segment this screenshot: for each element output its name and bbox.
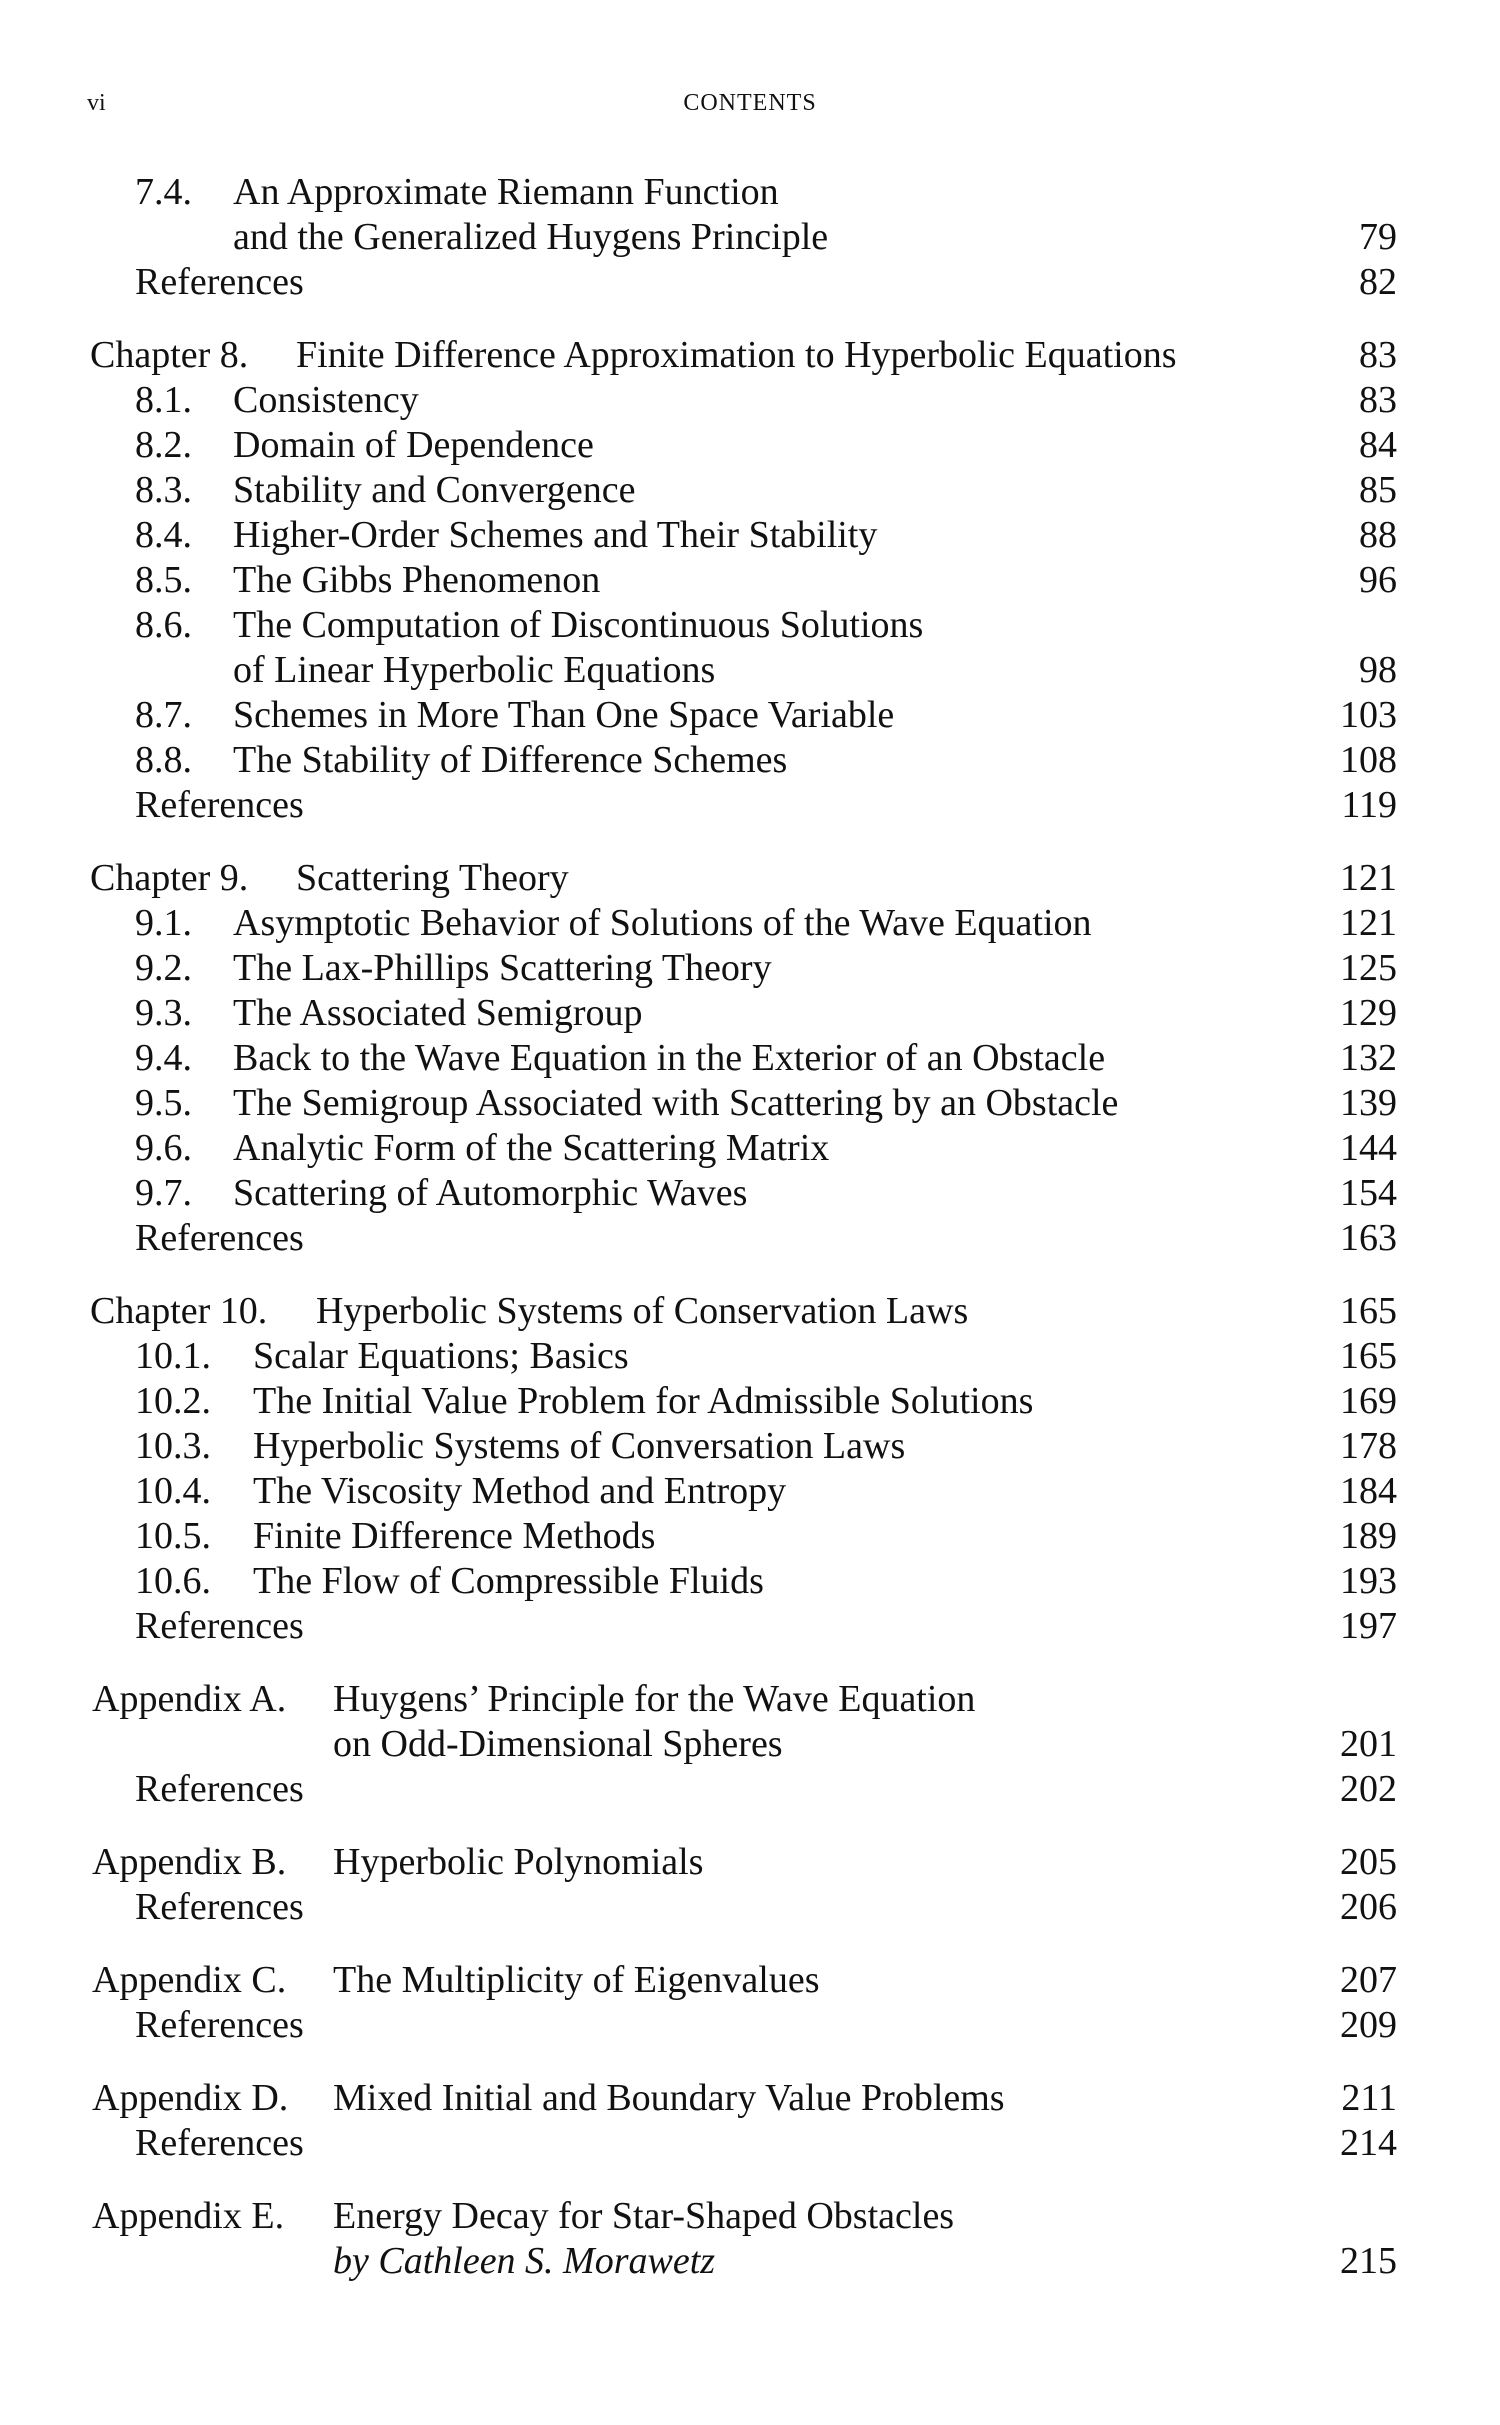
section-gap <box>0 1261 1500 1289</box>
toc-entry-title: Analytic Form of the Scattering Matrix <box>233 1127 830 1169</box>
toc-page-number: 83 <box>1359 379 1397 421</box>
toc-entry-number: 9.2. <box>135 947 192 989</box>
toc-entry-title: Finite Difference Approximation to Hyperbolic Equations <box>296 334 1177 376</box>
toc-references-label: References <box>135 2004 304 2046</box>
toc-entry-title: Hyperbolic Systems of Conservation Laws <box>316 1290 969 1332</box>
toc-page-number: 205 <box>1340 1841 1397 1883</box>
toc-entry-title: The Stability of Difference Schemes <box>233 739 788 781</box>
toc-page-number: 165 <box>1340 1290 1397 1332</box>
toc-entry-title: The Initial Value Problem for Admissible Solutions <box>253 1380 1034 1422</box>
toc-row <box>0 423 1500 468</box>
toc-entry-number: Appendix A. <box>92 1678 287 1720</box>
section-gap <box>0 305 1500 333</box>
toc-row <box>0 2239 1500 2284</box>
toc-page-number: 178 <box>1340 1425 1397 1467</box>
toc-page-number: 154 <box>1340 1172 1397 1214</box>
toc-page-number: 121 <box>1340 857 1397 899</box>
toc-page-number: 163 <box>1340 1217 1397 1259</box>
toc-entry-number: 10.4. <box>135 1470 211 1512</box>
toc-row <box>0 215 1500 260</box>
toc-entry-title: The Semigroup Associated with Scattering by an Obstacle <box>233 1082 1119 1124</box>
toc-entry-title: The Flow of Compressible Fluids <box>253 1560 764 1602</box>
toc-references-label: References <box>135 1768 304 1810</box>
toc-entry-title: Back to the Wave Equation in the Exterior of an Obstacle <box>233 1037 1106 1079</box>
toc-page-number: 85 <box>1359 469 1397 511</box>
toc-row <box>0 2003 1500 2048</box>
toc-row <box>0 1216 1500 1261</box>
toc-entry-title: Consistency <box>233 379 419 421</box>
toc-entry-number: Appendix C. <box>92 1959 287 2001</box>
toc-entry-number: 8.3. <box>135 469 192 511</box>
toc-entry-title: The Computation of Discontinuous Solutions <box>233 604 924 646</box>
toc-page-number: 206 <box>1340 1886 1397 1928</box>
toc-entry-title: on Odd-Dimensional Spheres <box>333 1723 783 1765</box>
toc-page-number: 211 <box>1341 2077 1397 2119</box>
toc-entry-title: Mixed Initial and Boundary Value Problems <box>333 2077 1005 2119</box>
toc-row <box>0 1767 1500 1812</box>
toc-row <box>0 1559 1500 1604</box>
toc-row <box>0 1469 1500 1514</box>
toc-entry-number: 8.2. <box>135 424 192 466</box>
toc-references-label: References <box>135 1217 304 1259</box>
toc-page-number: 96 <box>1359 559 1397 601</box>
toc-entry-number: 10.1. <box>135 1335 211 1377</box>
toc-entry-number: 9.6. <box>135 1127 192 1169</box>
page-header <box>0 90 1500 130</box>
toc-page-number: 103 <box>1340 694 1397 736</box>
section-gap <box>0 1812 1500 1840</box>
toc-entry-title: Scattering of Automorphic Waves <box>233 1172 748 1214</box>
toc-page-number: 214 <box>1340 2122 1397 2164</box>
toc-references-label: References <box>135 1886 304 1928</box>
toc-entry-title: The Associated Semigroup <box>233 992 643 1034</box>
toc-references-label: References <box>135 784 304 826</box>
toc-references-label: References <box>135 1605 304 1647</box>
toc-page-number: 129 <box>1340 992 1397 1034</box>
toc-entry-number: 10.2. <box>135 1380 211 1422</box>
toc-row <box>0 738 1500 783</box>
toc-entry-number: Appendix B. <box>92 1841 287 1883</box>
toc-row <box>0 2076 1500 2121</box>
toc-row <box>0 1514 1500 1559</box>
toc-row <box>0 648 1500 693</box>
toc-entry-number: Appendix E. <box>92 2195 285 2237</box>
toc-page-number: 132 <box>1340 1037 1397 1079</box>
toc-entry-title: Energy Decay for Star-Shaped Obstacles <box>333 2195 955 2237</box>
toc-page-number: 125 <box>1340 947 1397 989</box>
toc-entry-number: 7.4. <box>135 171 192 213</box>
toc-entry-title: Schemes in More Than One Space Variable <box>233 694 895 736</box>
toc-row <box>0 1081 1500 1126</box>
toc-entry-number: 10.6. <box>135 1560 211 1602</box>
toc-row <box>0 170 1500 215</box>
toc-page-number: 207 <box>1340 1959 1397 2001</box>
toc-page-number: 189 <box>1340 1515 1397 1557</box>
toc-entry-title: The Lax-Phillips Scattering Theory <box>233 947 772 989</box>
toc-entry-title: Scattering Theory <box>296 857 569 899</box>
toc-page-number: 83 <box>1359 334 1397 376</box>
page-number: vi <box>87 90 106 116</box>
toc-row <box>0 1334 1500 1379</box>
toc-entry-number: Appendix D. <box>92 2077 289 2119</box>
toc-page-number: 88 <box>1359 514 1397 556</box>
toc-entry-title: Huygens’ Principle for the Wave Equation <box>333 1678 976 1720</box>
toc-page-number: 184 <box>1340 1470 1397 1512</box>
toc-entry-number: 9.4. <box>135 1037 192 1079</box>
toc-entry-title: by Cathleen S. Morawetz <box>333 2240 716 2282</box>
section-gap <box>0 2048 1500 2076</box>
toc-row <box>0 513 1500 558</box>
toc-page-number: 79 <box>1359 216 1397 258</box>
toc-page-number: 165 <box>1340 1335 1397 1377</box>
toc-row <box>0 946 1500 991</box>
toc-page-number: 108 <box>1340 739 1397 781</box>
toc-row <box>0 260 1500 305</box>
toc-entry-number: Chapter 10. <box>90 1290 268 1332</box>
toc-page-number: 144 <box>1340 1127 1397 1169</box>
toc-row <box>0 991 1500 1036</box>
toc-entry-number: 8.5. <box>135 559 192 601</box>
toc-row <box>0 1677 1500 1722</box>
running-title: CONTENTS <box>683 90 817 116</box>
toc-row <box>0 378 1500 423</box>
toc-entry-number: 8.1. <box>135 379 192 421</box>
toc-entry-title: of Linear Hyperbolic Equations <box>233 649 716 691</box>
section-gap <box>0 1649 1500 1677</box>
section-gap <box>0 2166 1500 2194</box>
toc-entry-title: Higher-Order Schemes and Their Stability <box>233 514 878 556</box>
toc-entry-title: Scalar Equations; Basics <box>253 1335 629 1377</box>
toc-entry-number: 9.3. <box>135 992 192 1034</box>
toc-entry-title: The Gibbs Phenomenon <box>233 559 601 601</box>
toc-entry-title: Stability and Convergence <box>233 469 636 511</box>
toc-row <box>0 2121 1500 2166</box>
toc-row <box>0 1379 1500 1424</box>
toc-page-number: 84 <box>1359 424 1397 466</box>
toc-entry-title: and the Generalized Huygens Principle <box>233 216 829 258</box>
toc-references-label: References <box>135 2122 304 2164</box>
toc-row <box>0 468 1500 513</box>
toc-entry-number: 8.6. <box>135 604 192 646</box>
toc-row <box>0 783 1500 828</box>
toc-row <box>0 1604 1500 1649</box>
toc-page-number: 139 <box>1340 1082 1397 1124</box>
toc-row <box>0 1424 1500 1469</box>
toc-page-number: 193 <box>1340 1560 1397 1602</box>
toc-row <box>0 333 1500 378</box>
toc-row <box>0 1840 1500 1885</box>
toc-entry-number: 9.7. <box>135 1172 192 1214</box>
toc-entry-title: Hyperbolic Polynomials <box>333 1841 704 1883</box>
toc-entry-number: 9.1. <box>135 902 192 944</box>
toc-references-label: References <box>135 261 304 303</box>
toc-row <box>0 1126 1500 1171</box>
toc-row <box>0 603 1500 648</box>
toc-page-number: 197 <box>1340 1605 1397 1647</box>
table-of-contents <box>0 170 1500 2284</box>
toc-page-number: 202 <box>1340 1768 1397 1810</box>
toc-row <box>0 856 1500 901</box>
toc-page-number: 201 <box>1340 1723 1397 1765</box>
toc-row <box>0 1171 1500 1216</box>
toc-page-number: 119 <box>1341 784 1397 826</box>
toc-row <box>0 693 1500 738</box>
toc-entry-title: The Viscosity Method and Entropy <box>253 1470 787 1512</box>
toc-entry-number: 8.8. <box>135 739 192 781</box>
toc-entry-title: Hyperbolic Systems of Conversation Laws <box>253 1425 906 1467</box>
toc-row <box>0 1036 1500 1081</box>
toc-entry-title: Domain of Dependence <box>233 424 594 466</box>
toc-entry-number: Chapter 8. <box>90 334 249 376</box>
toc-entry-title: Asymptotic Behavior of Solutions of the Wave Equation <box>233 902 1092 944</box>
toc-row <box>0 558 1500 603</box>
toc-entry-number: 9.5. <box>135 1082 192 1124</box>
toc-page-number: 98 <box>1359 649 1397 691</box>
toc-entry-title: An Approximate Riemann Function <box>233 171 779 213</box>
toc-entry-number: 8.4. <box>135 514 192 556</box>
toc-row <box>0 2194 1500 2239</box>
toc-entry-number: 10.3. <box>135 1425 211 1467</box>
toc-page-number: 169 <box>1340 1380 1397 1422</box>
toc-entry-number: 10.5. <box>135 1515 211 1557</box>
toc-row <box>0 1289 1500 1334</box>
toc-entry-number: 8.7. <box>135 694 192 736</box>
toc-row <box>0 901 1500 946</box>
toc-page-number: 209 <box>1340 2004 1397 2046</box>
toc-page-number: 121 <box>1340 902 1397 944</box>
toc-entry-title: The Multiplicity of Eigenvalues <box>333 1959 820 2001</box>
toc-entry-number: Chapter 9. <box>90 857 249 899</box>
section-gap <box>0 1930 1500 1958</box>
toc-page-number: 215 <box>1340 2240 1397 2282</box>
toc-row <box>0 1722 1500 1767</box>
toc-entry-title: Finite Difference Methods <box>253 1515 656 1557</box>
section-gap <box>0 828 1500 856</box>
toc-page-number: 82 <box>1359 261 1397 303</box>
toc-row <box>0 1885 1500 1930</box>
toc-row <box>0 1958 1500 2003</box>
